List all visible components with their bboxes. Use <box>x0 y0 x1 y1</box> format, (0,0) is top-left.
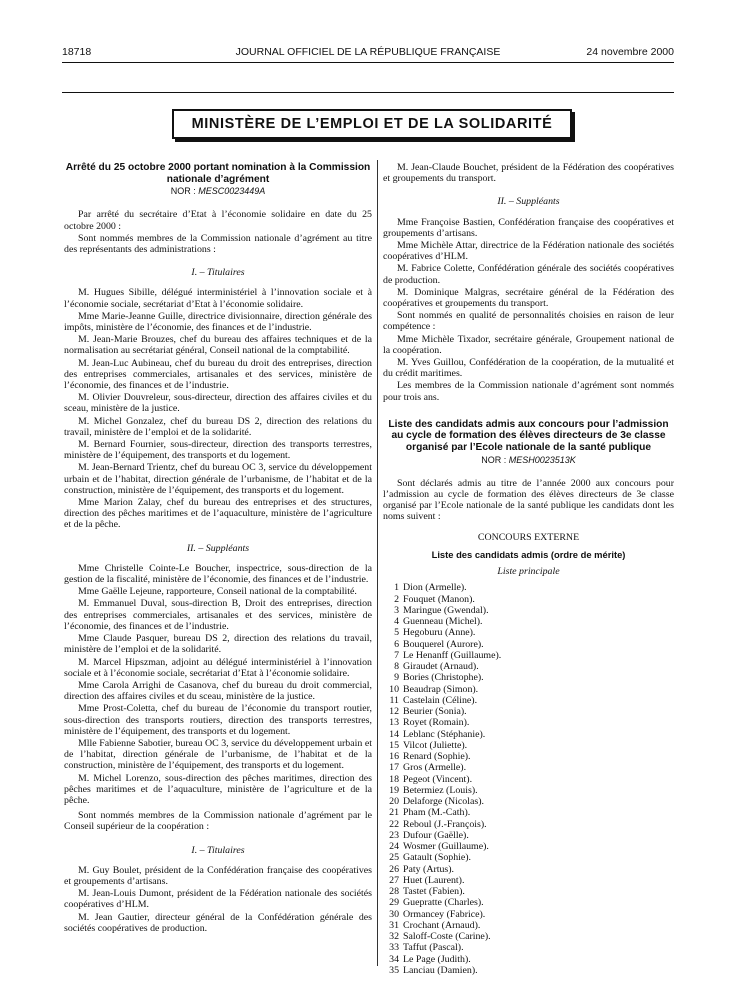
member-entry: Mme Marie-Jeanne Guille, directrice divisionnaire, direction générale des impôts, ministère de l’économie, des finances et de l’industrie. <box>64 310 372 334</box>
list-item <box>383 920 674 931</box>
candidate-rank: 7 <box>394 649 399 661</box>
candidate-rank: 29 <box>389 897 399 909</box>
candidate-name: Castelain (Céline). <box>403 694 478 706</box>
list-item <box>383 751 674 762</box>
list-item <box>383 796 674 807</box>
list-item <box>383 807 674 818</box>
candidate-name: Le Page (Judith). <box>403 953 471 965</box>
section-heading: II. – Suppléants <box>497 196 560 208</box>
candidate-rank: 1 <box>394 582 399 594</box>
member-entry: M. Yves Guillou, Confédération de la coopération, de la mutualité et du crédit maritimes. <box>383 357 674 380</box>
candidate-rank: 35 <box>389 964 399 976</box>
list-item <box>383 909 674 920</box>
candidate-rank: 13 <box>389 717 399 729</box>
candidate-name: Dion (Armelle). <box>403 582 467 594</box>
nor-reference: NOR : MESC0023449A <box>170 186 266 197</box>
member-entry: M. Marcel Hipszman, adjoint au délégué interministériel à l’innovation sociale et à l’économie sociale, secrétariat d’Etat à l’économie solidaire. <box>64 656 372 679</box>
list-item <box>383 954 674 965</box>
principal-heading: Liste principale <box>497 566 560 578</box>
member-entry: Mlle Fabienne Sabotier, bureau OC 3, service du développement urbain et de l’habitat, direction générale de l’urbanisme, de l’habitat et de la construction, ministère de l’équipement, des transports et du logement. <box>64 737 372 772</box>
page-number: 18718 <box>62 46 92 58</box>
candidate-name: Guepratte (Charles). <box>403 897 484 909</box>
list-item <box>383 774 674 785</box>
list-item <box>383 965 674 976</box>
nor-code: MESH0023513K <box>508 454 576 465</box>
list-item <box>383 864 674 875</box>
candidate-name: Paty (Artus). <box>403 863 455 875</box>
list-item <box>383 706 674 717</box>
member-entry: M. Jean-Claude Bouchet, président de la Fédération des coopératives et groupements du transport. <box>383 162 674 185</box>
member-entry: M. Jean-Bernard Trientz, chef du bureau OC 3, service du développement urbain et de l’habitat, direction générale de l’urbanisme, de l’habitat et de la construction, ministère de l’équipement, des transports et du logement. <box>64 462 372 496</box>
list-item <box>383 852 674 863</box>
ministry-banner: MINISTÈRE DE L’EMPLOI ET DE LA SOLIDARITÉ <box>172 109 572 139</box>
list-item <box>383 942 674 953</box>
list-item <box>383 661 674 672</box>
candidate-name: Dufour (Gaëlle). <box>403 829 469 841</box>
concours-heading: CONCOURS EXTERNE <box>477 531 580 543</box>
member-entry: M. Dominique Malgras, secrétaire général de la Fédération des coopératives et groupements du transport. <box>383 286 674 310</box>
candidate-rank: 20 <box>389 796 399 808</box>
candidate-rank: 11 <box>389 694 399 706</box>
left-column <box>64 162 372 935</box>
candidate-rank: 3 <box>394 604 399 616</box>
member-entry: M. Fabrice Colette, Confédération générale des sociétés coopératives de production. <box>383 263 674 286</box>
intro-paragraph: Sont nommés membres de la Commission nationale d’agrément au titre des représentants des administrations : <box>64 232 372 255</box>
list-item <box>383 886 674 897</box>
list-item <box>383 605 674 616</box>
candidates-subheading: Liste des candidats admis (ordre de mérite) <box>431 548 626 560</box>
list-item <box>383 830 674 841</box>
candidate-list <box>383 582 674 976</box>
member-entry: M. Jean-Luc Aubineau, chef du bureau du droit des entreprises, direction des entreprises commerciales, artisanales et des services, ministère de l’économie, des finances et de l’industrie. <box>64 357 372 392</box>
list-item <box>383 717 674 728</box>
candidate-rank: 12 <box>389 706 399 718</box>
candidate-name: Gatault (Sophie). <box>403 852 472 864</box>
list-item <box>383 875 674 886</box>
candidate-name: Taffut (Pascal). <box>403 942 464 954</box>
right-column <box>383 162 674 976</box>
candidate-name: Pegeot (Vincent). <box>403 773 473 785</box>
liste-title: Liste des candidats admis aux concours pour l’admission au cycle de formation des élèves directeurs de 3e classe organisé par l’Ecole nationale de la santé publique <box>388 418 669 454</box>
section-heading: II. – Suppléants <box>186 542 250 554</box>
candidate-rank: 9 <box>394 672 399 684</box>
coop-intro: Sont nommés membres de la Commission nationale d’agrément par le Conseil supérieur de la coopération : <box>64 810 372 833</box>
member-entry: Mme Michèle Tixador, secrétaire générale, Groupement national de la coopération. <box>383 333 674 356</box>
member-entry: M. Michel Lorenzo, sous-direction des pêches maritimes, direction des pêches maritimes et de l’aquaculture, ministère de l’agriculture et de la pêche. <box>64 772 372 806</box>
candidate-rank: 22 <box>389 818 399 830</box>
journal-title: JOURNAL OFFICIEL DE LA RÉPUBLIQUE FRANÇAISE <box>235 46 501 58</box>
candidate-rank: 15 <box>389 739 399 751</box>
list-item <box>383 819 674 830</box>
candidate-name: Beurier (Sonia). <box>403 706 467 718</box>
candidate-rank: 25 <box>389 852 399 864</box>
member-entry: Mme Gaëlle Lejeune, rapporteure, Conseil national de la comptabilité. <box>78 586 357 598</box>
candidate-name: Delaforge (Nicolas). <box>403 796 484 808</box>
list-item <box>383 931 674 942</box>
candidate-name: Lanciau (Damien). <box>403 964 478 976</box>
candidate-name: Royet (Romain). <box>403 717 470 729</box>
header-rule <box>62 62 674 63</box>
list-item <box>383 897 674 908</box>
candidate-name: Le Henanff (Guillaume). <box>403 649 502 661</box>
member-entry: M. Bernard Fournier, sous-directeur, direction des transports terrestres, ministère de l’équipement, des transports et du logement. <box>64 439 372 462</box>
member-entry: Mme Christelle Cointe-Le Boucher, inspectrice, sous-direction de la gestion de la fiscalité, ministère de l’économie, des finances et de l’industrie. <box>64 562 372 586</box>
candidate-name: Pham (M.-Cath). <box>403 807 471 819</box>
candidate-rank: 14 <box>389 728 399 740</box>
candidate-name: Crochant (Arnaud). <box>403 919 481 931</box>
member-entry: Sont nommés en qualité de personnalités choisies en raison de leur compétence : <box>383 310 674 333</box>
candidate-name: Tastet (Fabien). <box>403 886 465 898</box>
section-suppleants-coop <box>383 217 674 403</box>
candidate-rank: 4 <box>394 616 399 628</box>
member-entry: Les membres de la Commission nationale d’agrément sont nommés pour trois ans. <box>383 380 674 403</box>
member-entry: Mme Marion Zalay, chef du bureau des entreprises et des structures, direction des pêches maritimes et de l’aquaculture, ministère de l’agriculture et de la pêche. <box>64 497 372 531</box>
candidate-name: Gros (Armelle). <box>403 762 467 774</box>
candidate-name: Saloff-Coste (Carine). <box>403 931 491 943</box>
list-item <box>383 650 674 661</box>
candidate-name: Ormancey (Fabrice). <box>403 908 486 920</box>
member-entry: M. Michel Gonzalez, chef du bureau DS 2, direction des relations du travail, ministère de l’emploi et de la solidarité. <box>64 415 372 438</box>
list-item <box>383 695 674 706</box>
separator-rule <box>62 92 674 93</box>
candidate-name: Reboul (J.-François). <box>403 818 487 830</box>
intro-paragraph: Par arrêté du secrétaire d’Etat à l’économie solidaire en date du 25 octobre 2000 : <box>64 209 372 232</box>
section-titulaires-coop <box>64 865 372 934</box>
candidate-name: Giraudet (Arnaud). <box>403 661 479 673</box>
member-entry: Mme Prost-Coletta, chef du bureau de l’économie du transport routier, sous-direction des transports routiers, direction des transports terrestres, ministère de l’équipement, des transports et du logement. <box>64 703 372 737</box>
member-entry: Mme Françoise Bastien, Confédération française des coopératives et groupements d’artisans. <box>383 216 674 239</box>
candidate-rank: 5 <box>394 627 399 639</box>
list-item <box>383 762 674 773</box>
candidate-rank: 28 <box>389 886 399 898</box>
member-entry: Mme Carola Arrighi de Casanova, chef du bureau du droit commercial, direction des affaires civiles et du sceau, ministère de la justice. <box>64 679 372 703</box>
list-item <box>383 627 674 638</box>
candidate-name: Renard (Sophie). <box>403 751 471 763</box>
candidate-rank: 32 <box>389 931 399 943</box>
candidate-rank: 34 <box>389 953 399 965</box>
list-item <box>383 582 674 593</box>
candidate-rank: 17 <box>389 762 399 774</box>
candidate-name: Huet (Laurent). <box>403 874 465 886</box>
candidate-name: Hegoburu (Anne). <box>403 627 476 639</box>
candidate-rank: 16 <box>389 751 399 763</box>
member-entry: M. Hugues Sibille, délégué interministériel à l’innovation sociale et à l’économie sociale, secrétariat d’Etat à l’économie solidaire. <box>64 287 372 310</box>
section-heading: I. – Titulaires <box>191 267 245 279</box>
list-item <box>383 672 674 683</box>
column-divider <box>377 160 378 966</box>
list-item <box>383 729 674 740</box>
candidate-rank: 18 <box>389 773 399 785</box>
member-entry: M. Olivier Douvreleur, sous-directeur, direction des affaires civiles et du sceau, ministère de la justice. <box>64 392 372 415</box>
candidate-rank: 6 <box>394 638 399 650</box>
list-item <box>383 616 674 627</box>
candidate-rank: 27 <box>389 874 399 886</box>
candidate-name: Betermiez (Louis). <box>403 784 478 796</box>
liste-intro: Sont déclarés admis au titre de l’année 2000 aux concours pour l’admission au cycle de formation des élèves directeurs de 3e classe organisé par l’Ecole nationale de la santé publique les candidats dont les noms suivent : <box>383 477 674 523</box>
candidate-rank: 19 <box>389 784 399 796</box>
candidate-name: Bories (Christophe). <box>403 672 484 684</box>
list-item <box>383 841 674 852</box>
candidate-rank: 8 <box>394 661 399 673</box>
candidate-name: Leblanc (Stéphanie). <box>403 728 486 740</box>
list-item <box>383 785 674 796</box>
candidate-rank: 23 <box>389 829 399 841</box>
candidate-rank: 21 <box>389 807 399 819</box>
section-suppleants-admin <box>64 563 372 806</box>
member-entry: M. Emmanuel Duval, sous-direction B, Droit des entreprises, direction des entreprises commerciales, artisanales et des services, ministère de l’économie, des finances et de l’industrie. <box>64 598 372 632</box>
candidate-rank: 31 <box>389 919 399 931</box>
list-item <box>383 594 674 605</box>
candidate-name: Vilcot (Juliette). <box>403 739 468 751</box>
member-entry: Mme Claude Pasquer, bureau DS 2, direction des relations du travail, ministère de l’emploi et de la solidarité. <box>64 633 372 656</box>
list-item <box>383 639 674 650</box>
nor-code: MESC0023449A <box>198 186 266 197</box>
candidate-rank: 10 <box>389 683 399 695</box>
section-heading: I. – Titulaires <box>191 844 245 856</box>
section-titulaires-admin <box>64 287 372 530</box>
candidate-name: Maringue (Gwendal). <box>403 604 489 616</box>
page-header <box>62 46 674 60</box>
candidate-name: Bouquerel (Aurore). <box>403 638 484 650</box>
candidate-rank: 26 <box>389 863 399 875</box>
member-entry: Mme Michèle Attar, directrice de la Fédération nationale des sociétés coopératives d’HLM. <box>383 240 674 263</box>
list-item <box>383 740 674 751</box>
arrete-title: Arrêté du 25 octobre 2000 portant nomination à la Commission nationale d’agrément <box>65 162 371 185</box>
candidate-name: Fouquet (Manon). <box>403 593 475 605</box>
issue-date: 24 novembre 2000 <box>586 46 674 58</box>
member-entry: M. Guy Boulet, président de la Confédération française des coopératives et groupements d’artisans. <box>64 864 372 887</box>
list-item <box>383 684 674 695</box>
nor-reference: NOR : MESH0023513K <box>481 454 576 465</box>
candidate-name: Beaudrap (Simon). <box>403 683 479 695</box>
candidate-name: Wosmer (Guillaume). <box>403 841 489 853</box>
candidate-rank: 24 <box>389 841 399 853</box>
candidate-name: Guenneau (Michel). <box>403 616 483 628</box>
member-entry: M. Jean-Louis Dumont, président de la Fédération nationale des sociétés coopératives d’HLM. <box>64 888 372 911</box>
candidate-rank: 33 <box>389 942 399 954</box>
candidate-rank: 2 <box>394 593 399 605</box>
member-entry: M. Jean-Marie Brouzes, chef du bureau des affaires techniques et de la normalisation au secrétariat général, Conseil national de la comptabilité. <box>64 334 372 357</box>
candidate-rank: 30 <box>389 908 399 920</box>
member-entry: M. Jean Gautier, directeur général de la Confédération générale des sociétés coopératives de production. <box>64 911 372 934</box>
